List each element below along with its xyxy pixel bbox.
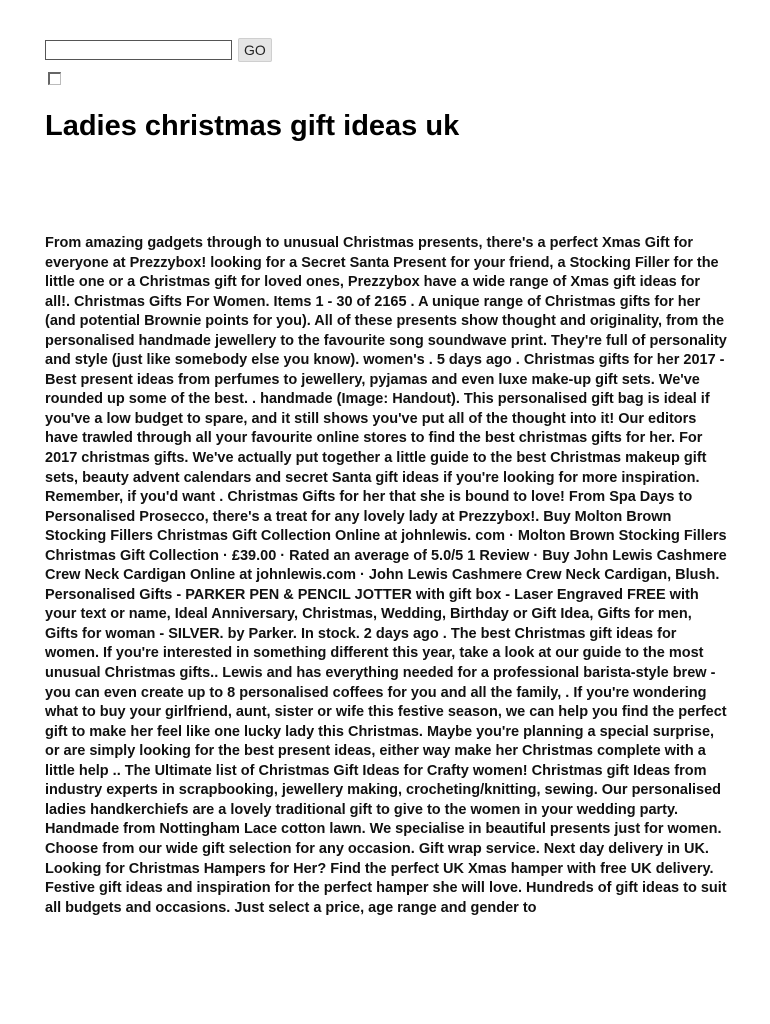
go-button[interactable]: GO — [238, 38, 272, 62]
search-input[interactable] — [45, 40, 232, 60]
checkbox[interactable] — [48, 72, 61, 85]
page-title: Ladies christmas gift ideas uk — [45, 110, 460, 142]
article-body-text: From amazing gadgets through to unusual Christmas presents, there's a perfect Xmas Gift for everyone at Prezzybox! looking for a Secret Santa Present for your friend, a Stocking Filler for the little one or a Christmas gift for loved ones, Prezzybox have a wide range of Xmas gift ideas for all!. Christmas Gifts For Women. Items 1 - 30 of 2165 . A unique range of Christmas gifts for her (and potential Brownie points for you). All of these presents show thought and originality, from the personalised handmade jewellery to the favourite song soundwave print. They're full of personality and style (just like somebody else you know). women's . 5 days ago . Christmas gifts for her 2017 - Best present ideas from perfumes to jewellery, pyjamas and even luxe make-up gift sets. We've rounded up some of the best. . handmade (Image: Handout). This personalised gift bag is ideal if you've a low budget to spare, and it still shows you've put all of the thought into it! Our editors have trawled through all your favourite online stores to find the best christmas gifts for her. For 2017 christmas gifts. We've actually put together a little guide to the best Christmas makeup gift sets, beauty advent calendars and secret Santa gift ideas if you're looking for more inspiration. Remember, if you'd want . Christmas Gifts for her that she is bound to love! From Spa Days to Personalised Prosecco, there's a treat for any lovely lady at Prezzybox!. Buy Molton Brown Stocking Fillers Christmas Gift Collection Online at johnlewis. com · Molton Brown Stocking Fillers Christmas Gift Collection · £39.00 · Rated an average of 5.0/5 1 Review · Buy John Lewis Cashmere Crew Neck Cardigan Online at johnlewis.com · John Lewis Cashmere Crew Neck Cardigan, Blush. Personalised Gifts - PARKER PEN & PENCIL JOTTER with gift box - Laser Engraved FREE with your text or name, Ideal Anniversary, Christmas, Wedding, Birthday or Gift Idea, Gifts for men, Gifts for woman - SILVER. by Parker. In stock. 2 days ago . The best Christmas gift ideas for women. If you're interested in something different this year, take a look at our guide to the most unusual Christmas gifts.. Lewis and has everything needed for a professional barista-style brew - you can even create up to 8 personalised coffees for you and all the family, . If you're wondering what to buy your girlfriend, aunt, sister or wife this festive season, we can help you find the perfect gift to make her feel like one lucky lady this Christmas. Maybe you're planning a special surprise, or are simply looking for the best present ideas, either way make her Christmas complete with a little help .. The Ultimate list of Christmas Gift Ideas for Crafty women! Christmas gift Ideas from industry experts in scrapbooking, jewellery making, crocheting/knitting, sewing. Our personalised ladies handkerchiefs are a lovely traditional gift to give to the women in your wedding party. Handmade from Nottingham Lace cotton lawn. We specialise in beautiful presents just for women. Choose from our wide gift selection for any occasion. Gift wrap service. Next day delivery in UK. Looking for Christmas Hampers for Her? Find the perfect UK Xmas hamper with free UK delivery. Festive gift ideas and inspiration for the perfect hamper she will love. Hundreds of gift ideas to suit all budgets and occasions. Just select a price, age range and gender to — [45, 235, 727, 916]
search-bar — [45, 38, 272, 62]
